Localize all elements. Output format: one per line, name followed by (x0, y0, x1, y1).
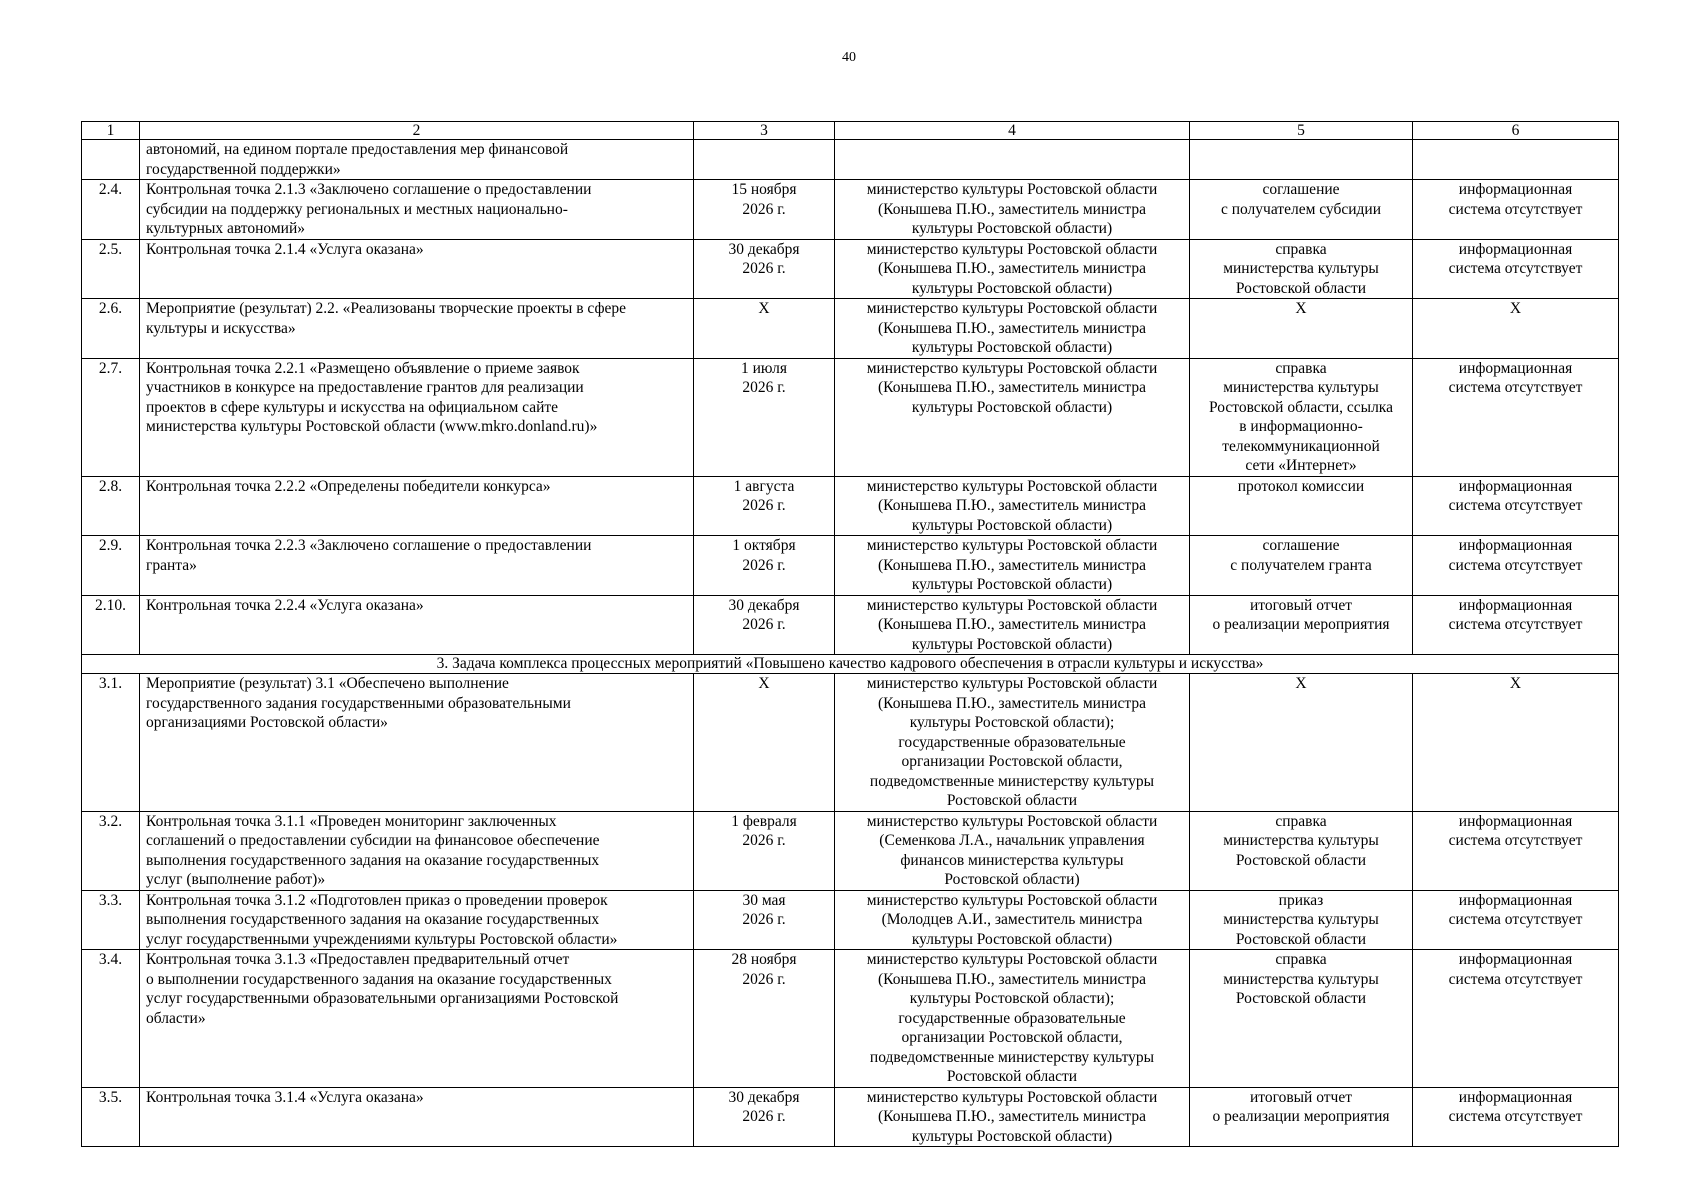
table-row (82, 358, 1619, 476)
row-number: 2.4. (82, 180, 140, 240)
row-description: Контрольная точка 2.1.4 «Услуга оказана» (140, 239, 694, 299)
row-number: 3.4. (82, 950, 140, 1088)
control-points-table (81, 121, 1619, 1147)
row-description: Контрольная точка 2.2.3 «Заключено соглашение о предоставлении гранта» (140, 536, 694, 596)
row-info-system: информационная система отсутствует (1413, 536, 1619, 596)
row-number: 3.3. (82, 890, 140, 950)
row-info-system: информационная система отсутствует (1413, 811, 1619, 890)
table-row (82, 1087, 1619, 1147)
task-2-rows (82, 140, 1619, 655)
row-responsible: министерство культуры Ростовской области (Конышева П.Ю., заместитель министра культуры Ростовской области) (835, 358, 1190, 476)
table-row (82, 950, 1619, 1088)
row-info-system: информационная система отсутствует (1413, 358, 1619, 476)
table-row (82, 239, 1619, 299)
row-description: Контрольная точка 2.1.3 «Заключено соглашение о предоставлении субсидии на поддержку региональных и местных национально- культурных автономий» (140, 180, 694, 240)
row-info-system: информационная система отсутствует (1413, 1087, 1619, 1147)
row-description: Контрольная точка 3.1.4 «Услуга оказана» (140, 1087, 694, 1147)
row-deadline: X (694, 674, 835, 812)
row-description: Контрольная точка 2.2.1 «Размещено объявление о приеме заявок участников в конкурсе на предоставление грантов для реализации проектов в сфере культуры и искусства на официальном сайте министерства культуры Ростовской области (www.mkro.donland.ru)» (140, 358, 694, 476)
row-deadline: 1 февраля 2026 г. (694, 811, 835, 890)
row-document: справка министерства культуры Ростовской области (1190, 239, 1413, 299)
table-row (82, 476, 1619, 536)
row-info-system: информационная система отсутствует (1413, 180, 1619, 240)
row-responsible: министерство культуры Ростовской области (Молодцев А.И., заместитель министра культуры Ростовской области) (835, 890, 1190, 950)
section-3-title: 3. Задача комплекса процессных мероприятий «Повышено качество кадрового обеспечения в отрасли культуры и искусства» (82, 655, 1619, 674)
row-description: Контрольная точка 2.2.4 «Услуга оказана» (140, 595, 694, 655)
column-header-2: 2 (140, 122, 694, 140)
table-row (82, 536, 1619, 596)
column-header-3: 3 (694, 122, 835, 140)
task-3-rows (82, 674, 1619, 1147)
row-responsible: министерство культуры Ростовской области (Конышева П.Ю., заместитель министра культуры Ростовской области) (835, 476, 1190, 536)
continuation-num-cell (82, 140, 140, 180)
continuation-row (82, 140, 1619, 180)
column-header-5: 5 (1190, 122, 1413, 140)
row-number: 2.7. (82, 358, 140, 476)
row-responsible: министерство культуры Ростовской области (Семенкова Л.А., начальник управления финансов министерства культуры Ростовской области) (835, 811, 1190, 890)
row-responsible: министерство культуры Ростовской области (Конышева П.Ю., заместитель министра культуры Ростовской области) (835, 595, 1190, 655)
row-info-system: информационная система отсутствует (1413, 595, 1619, 655)
row-number: 2.10. (82, 595, 140, 655)
row-responsible: министерство культуры Ростовской области (Конышева П.Ю., заместитель министра культуры Ростовской области) (835, 239, 1190, 299)
row-description: Контрольная точка 3.1.2 «Подготовлен приказ о проведении проверок выполнения государственного задания на оказание государственных услуг государственными учреждениями культуры Ростовской области» (140, 890, 694, 950)
row-deadline: 30 декабря 2026 г. (694, 1087, 835, 1147)
table-row (82, 595, 1619, 655)
row-document: справка министерства культуры Ростовской области (1190, 811, 1413, 890)
column-number-header-row (82, 122, 1619, 140)
row-info-system: информационная система отсутствует (1413, 890, 1619, 950)
table-row (82, 180, 1619, 240)
row-deadline: 28 ноября 2026 г. (694, 950, 835, 1088)
row-responsible: министерство культуры Ростовской области (Конышева П.Ю., заместитель министра культуры Ростовской области) (835, 536, 1190, 596)
table-row (82, 299, 1619, 359)
row-document: соглашение с получателем субсидии (1190, 180, 1413, 240)
row-number: 3.2. (82, 811, 140, 890)
row-deadline: 30 мая 2026 г. (694, 890, 835, 950)
row-deadline: 30 декабря 2026 г. (694, 595, 835, 655)
table-row (82, 811, 1619, 890)
row-document: итоговый отчет о реализации мероприятия (1190, 1087, 1413, 1147)
row-description: Контрольная точка 2.2.2 «Определены победители конкурса» (140, 476, 694, 536)
row-description: Мероприятие (результат) 2.2. «Реализованы творческие проекты в сфере культуры и искусства» (140, 299, 694, 359)
row-number: 2.9. (82, 536, 140, 596)
row-document: протокол комиссии (1190, 476, 1413, 536)
row-responsible: министерство культуры Ростовской области (Конышева П.Ю., заместитель министра культуры Ростовской области) (835, 1087, 1190, 1147)
row-number: 2.8. (82, 476, 140, 536)
row-deadline: 1 августа 2026 г. (694, 476, 835, 536)
row-deadline: 15 ноября 2026 г. (694, 180, 835, 240)
row-document: справка министерства культуры Ростовской области, ссылка в информационно- телекоммуникационной сети «Интернет» (1190, 358, 1413, 476)
row-responsible: министерство культуры Ростовской области (Конышева П.Ю., заместитель министра культуры Ростовской области); государственные образовательные организации Ростовской области, подведомственные министерству культуры Ростовской области (835, 674, 1190, 812)
page-number: 40 (842, 50, 856, 65)
row-document: X (1190, 674, 1413, 812)
column-header-4: 4 (835, 122, 1190, 140)
row-deadline: 30 декабря 2026 г. (694, 239, 835, 299)
row-info-system: информационная система отсутствует (1413, 476, 1619, 536)
row-deadline: 1 октября 2026 г. (694, 536, 835, 596)
continuation-description: автономий, на едином портале предоставления мер финансовой государственной поддержки» (140, 140, 694, 180)
table-row (82, 674, 1619, 812)
row-number: 3.5. (82, 1087, 140, 1147)
row-info-system: X (1413, 299, 1619, 359)
section-3-header (82, 655, 1619, 674)
row-document: соглашение с получателем гранта (1190, 536, 1413, 596)
row-deadline: 1 июля 2026 г. (694, 358, 835, 476)
table-row (82, 890, 1619, 950)
row-info-system: X (1413, 674, 1619, 812)
column-header-1: 1 (82, 122, 140, 140)
row-info-system: информационная система отсутствует (1413, 950, 1619, 1088)
row-responsible: министерство культуры Ростовской области (Конышева П.Ю., заместитель министра культуры Ростовской области) (835, 299, 1190, 359)
row-description: Контрольная точка 3.1.3 «Предоставлен предварительный отчет о выполнении государственного задания на оказание государственных услуг государственными образовательными организациями Ростовской области» (140, 950, 694, 1088)
row-deadline: X (694, 299, 835, 359)
row-responsible: министерство культуры Ростовской области (Конышева П.Ю., заместитель министра культуры Ростовской области) (835, 180, 1190, 240)
row-description: Контрольная точка 3.1.1 «Проведен мониторинг заключенных соглашений о предоставлении субсидии на финансовое обеспечение выполнения государственного задания на оказание государственных услуг (выполнение работ)» (140, 811, 694, 890)
column-header-6: 6 (1413, 122, 1619, 140)
row-document: X (1190, 299, 1413, 359)
row-number: 2.5. (82, 239, 140, 299)
row-description: Мероприятие (результат) 3.1 «Обеспечено выполнение государственного задания государственными образовательными организациями Ростовской области» (140, 674, 694, 812)
row-responsible: министерство культуры Ростовской области (Конышева П.Ю., заместитель министра культуры Ростовской области); государственные образовательные организации Ростовской области, подведомственные министерству культуры Ростовской области (835, 950, 1190, 1088)
row-info-system: информационная система отсутствует (1413, 239, 1619, 299)
row-document: справка министерства культуры Ростовской области (1190, 950, 1413, 1088)
row-number: 2.6. (82, 299, 140, 359)
row-document: приказ министерства культуры Ростовской области (1190, 890, 1413, 950)
row-document: итоговый отчет о реализации мероприятия (1190, 595, 1413, 655)
row-number: 3.1. (82, 674, 140, 812)
